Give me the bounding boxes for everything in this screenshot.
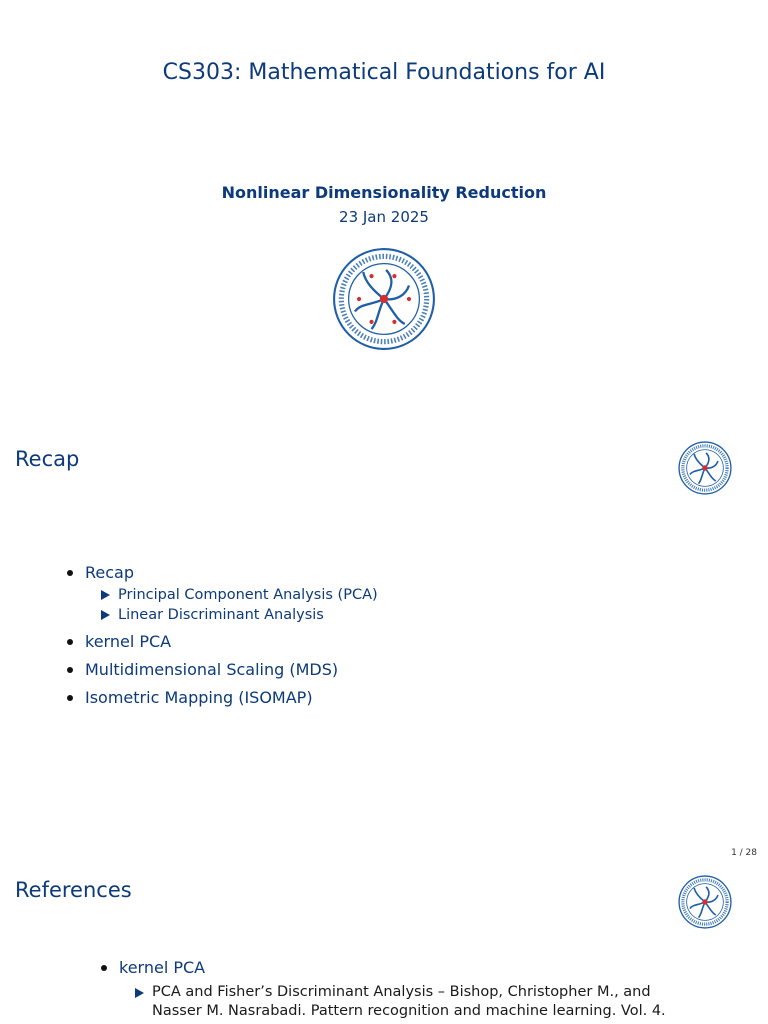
triangle-bullet-icon xyxy=(101,590,110,600)
sub-list-item-label: Principal Component Analysis (PCA) xyxy=(118,587,378,603)
reference-text xyxy=(152,983,666,1021)
lecture-date: 23 Jan 2025 xyxy=(339,208,429,226)
sub-list-item xyxy=(101,983,666,1021)
sub-list-item-label: Linear Discriminant Analysis xyxy=(118,607,324,623)
page-number: 1 / 28 xyxy=(731,848,757,858)
sub-list-item xyxy=(67,585,378,605)
iit-gandhinagar-logo-icon xyxy=(332,247,436,351)
list-item-label: Isometric Mapping (ISOMAP) xyxy=(85,688,313,707)
list-item xyxy=(67,658,378,682)
recap-slide-title: Recap xyxy=(15,447,80,471)
list-item-label: kernel PCA xyxy=(85,632,172,651)
list-item-label: Multidimensional Scaling (MDS) xyxy=(85,660,339,679)
references-slide-title: References xyxy=(15,878,132,902)
list-item xyxy=(67,686,378,710)
recap-list xyxy=(67,561,378,710)
sub-list-item xyxy=(67,605,378,625)
bullet-icon xyxy=(67,695,73,701)
triangle-bullet-icon xyxy=(101,610,110,620)
list-item-label: kernel PCA xyxy=(119,958,206,977)
list-item xyxy=(67,630,378,654)
list-item xyxy=(101,956,666,980)
references-list xyxy=(101,956,666,1021)
bullet-icon xyxy=(101,965,107,971)
iit-gandhinagar-logo-icon xyxy=(678,441,732,495)
triangle-bullet-icon xyxy=(135,988,144,998)
list-item xyxy=(67,561,378,585)
bullet-icon xyxy=(67,570,73,576)
iit-gandhinagar-logo-icon xyxy=(678,875,732,929)
lecture-title: Nonlinear Dimensionality Reduction xyxy=(221,183,547,202)
reference-line: Nasser M. Nasrabadi. Pattern recognition and machine learning. Vol. 4. xyxy=(152,1003,666,1019)
course-title: CS303: Mathematical Foundations for AI xyxy=(162,60,606,85)
list-item-label: Recap xyxy=(85,563,134,582)
bullet-icon xyxy=(67,667,73,673)
reference-line: PCA and Fisher’s Discriminant Analysis – Bishop, Christopher M., and xyxy=(152,984,651,1000)
bullet-icon xyxy=(67,639,73,645)
